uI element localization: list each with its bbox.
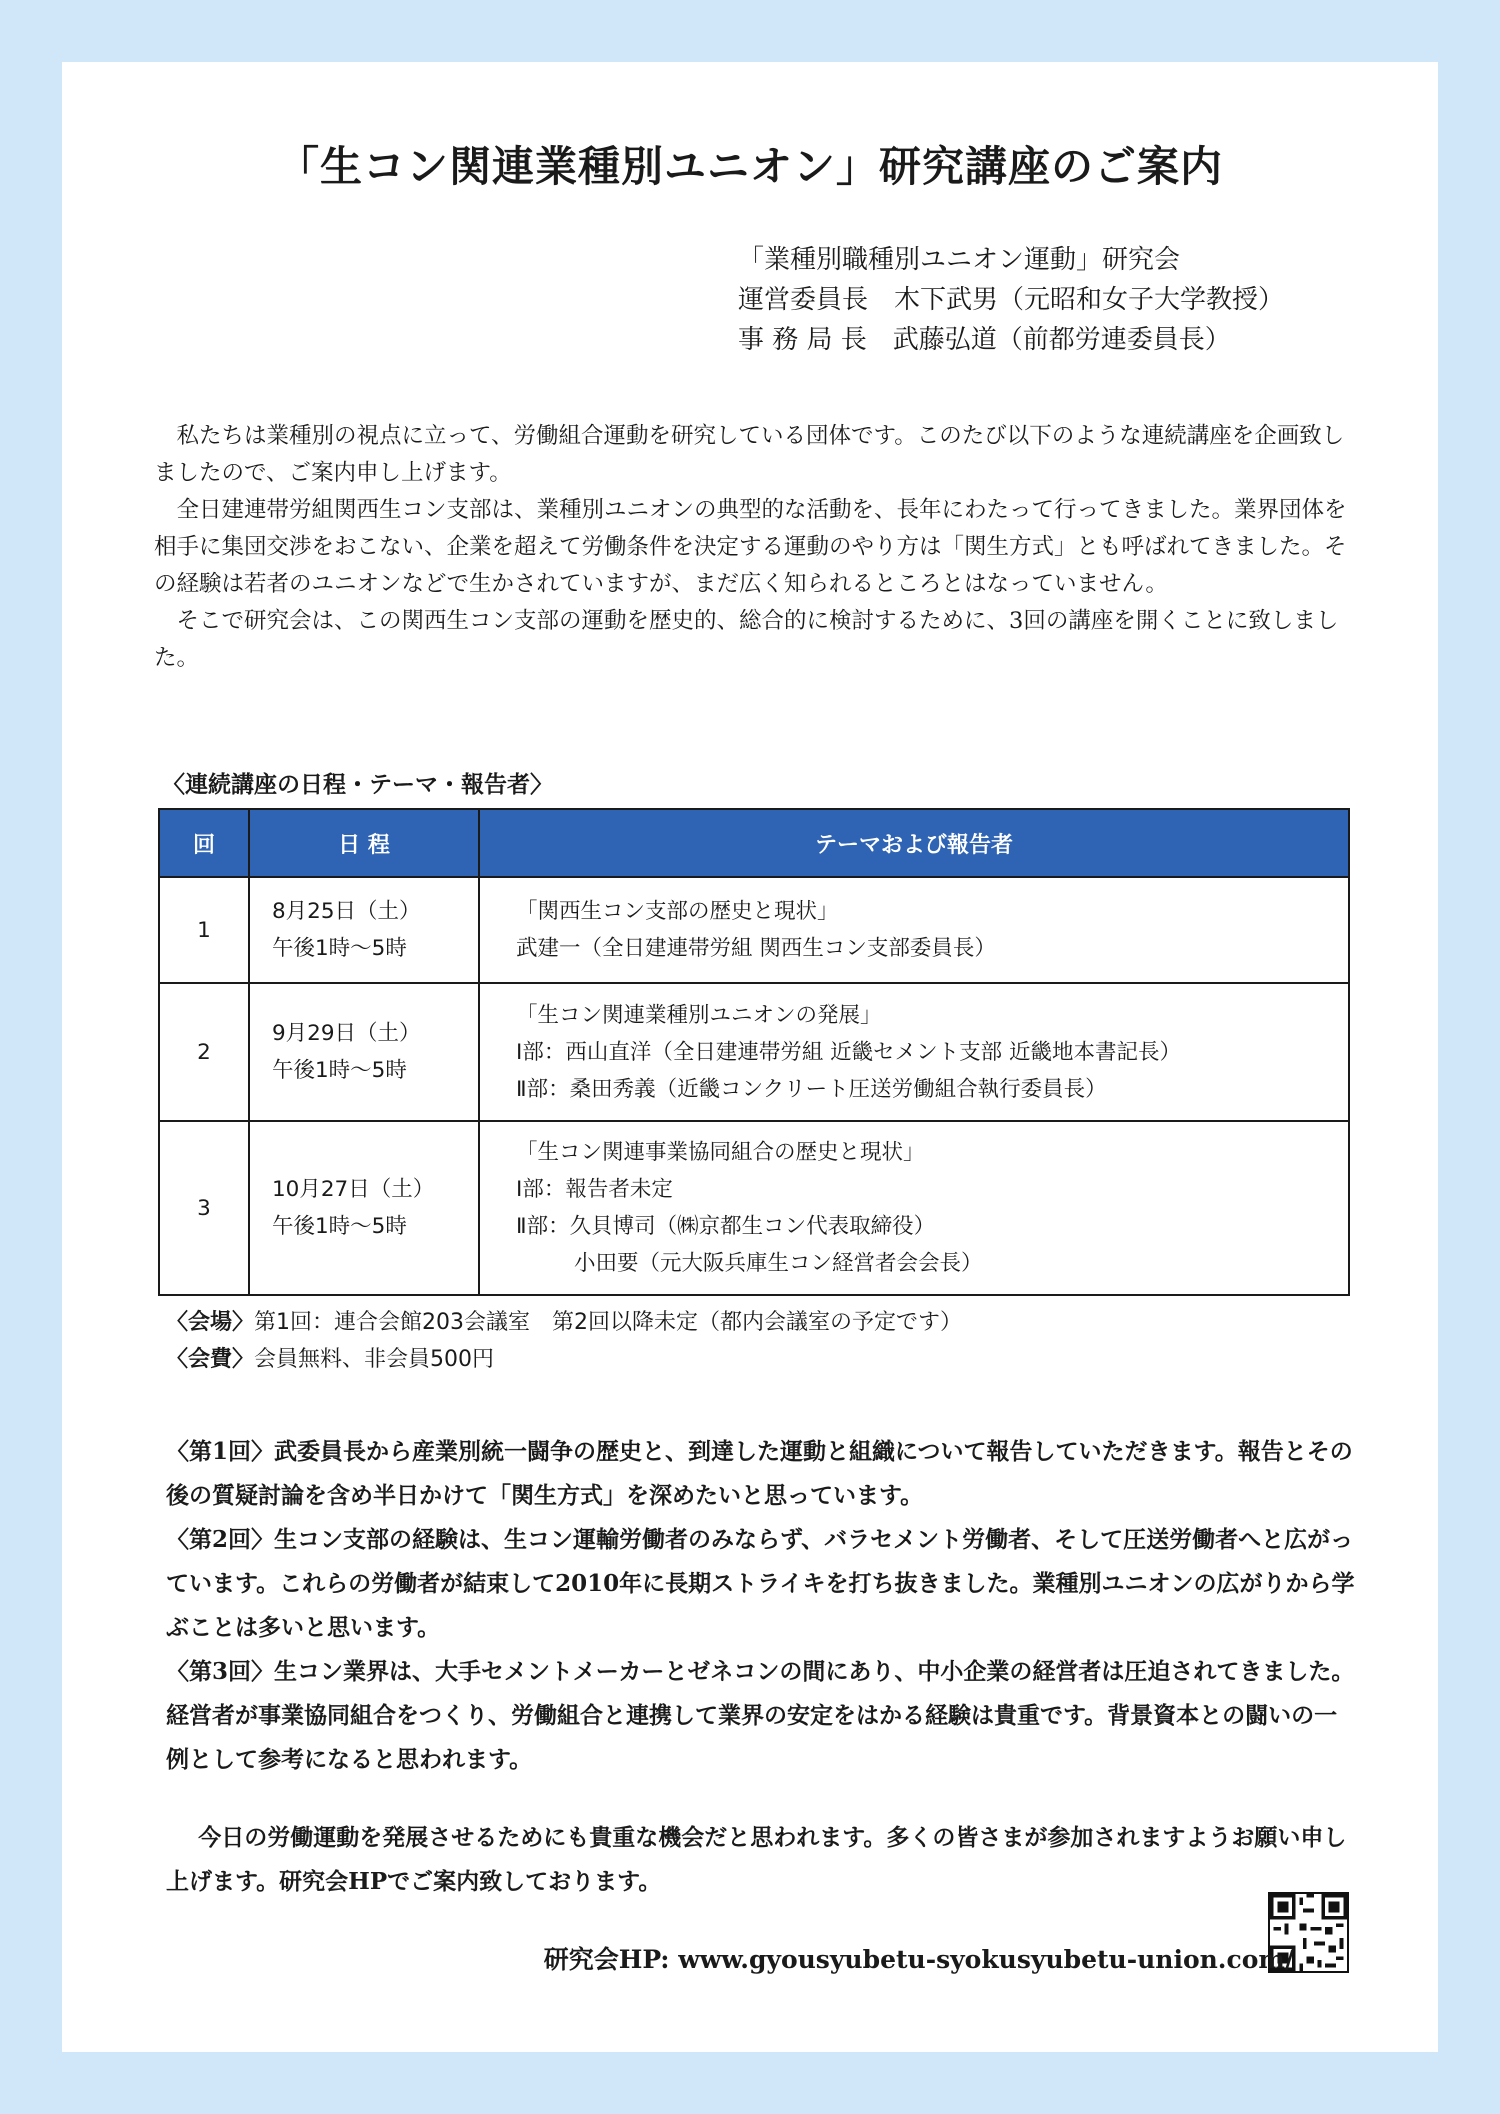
fee-label: 〈会費〉	[166, 1347, 255, 1372]
table-row	[159, 1121, 1349, 1295]
header-theme: テーマおよび報告者	[479, 809, 1349, 877]
organizer-secretary: 事 務 局 長 武藤弘道（前都労連委員長）	[738, 325, 1231, 355]
intro-paragraph: 私たちは業種別の視点に立って、労働組合運動を研究している団体です。このたび以下のような連続講座を企画致しましたので、ご案内申し上げます。	[154, 423, 1345, 486]
organizer-name: 「業種別職種別ユニオン運動」研究会	[738, 245, 1181, 275]
row-theme	[479, 1121, 1349, 1295]
speaker-line: Ⅱ部：桑田秀義（近畿コンクリート圧送労働組合執行委員長）	[516, 1076, 1107, 1102]
round-description: 〈第3回〉生コン業界は、大手セメントメーカーとゼネコンの間にあり、中小企業の経営者は圧迫されてきました。経営者が事業協同組合をつくり、労働組合と連携して業界の安定をはかる経験は貴重です。背景資本との闘いの一例として参考になると思われます。	[166, 1658, 1355, 1773]
theme-title: 「生コン関連事業協同組合の歴史と現状」	[516, 1140, 925, 1165]
row-theme	[479, 877, 1349, 983]
row-num: 3	[159, 1121, 249, 1295]
header-date: 日 程	[249, 809, 479, 877]
organizer-chair: 運営委員長 木下武男（元昭和女子大学教授）	[738, 285, 1285, 315]
date-line: 10月27日（土）	[272, 1177, 435, 1202]
venue-line	[166, 1304, 962, 1341]
round-description: 〈第1回〉武委員長から産業別統一闘争の歴史と、到達した運動と組織について報告していただきます。報告とその後の質疑討論を含め半日かけて「関生方式」を深めたいと思っています。	[166, 1438, 1353, 1509]
schedule-label: 〈連続講座の日程・テーマ・報告者〉	[162, 772, 553, 798]
speaker-line: Ⅱ部：久貝博司（㈱京都生コン代表取締役）	[516, 1214, 936, 1239]
date-line: 9月29日（土）	[272, 1021, 421, 1046]
intro-paragraph: そこで研究会は、この関西生コン支部の運動を歴史的、総合的に検討するために、3回の講座を開くことに致しました。	[154, 608, 1339, 671]
venue-label: 〈会場〉	[166, 1310, 255, 1335]
row-date	[249, 877, 479, 983]
organizer-block	[738, 240, 1284, 360]
schedule-header-row	[159, 809, 1349, 877]
row-date	[249, 983, 479, 1121]
intro-paragraph: 全日建連帯労組関西生コン支部は、業種別ユニオンの典型的な活動を、長年にわたって行ってきました。業界団体を相手に集団交渉をおこない、企業を超えて労働条件を決定する運動のやり方は「関生方式」とも呼ばれてきました。その経験は若者のユニオンなどで生かされていますが、まだ広く知られるところとはなっていません。	[154, 497, 1347, 597]
closing-text: 今日の労働運動を発展させるためにも貴重な機会だと思われます。多くの皆さまが参加されますようお願い申し上げます。研究会HPでご案内致しております。	[166, 1824, 1347, 1895]
time-line: 午後1時〜5時	[272, 1058, 407, 1083]
schedule-table	[158, 808, 1350, 1296]
venue-value: 第1回：連合会館203会議室 第2回以降未定（都内会議室の予定です）	[254, 1310, 963, 1335]
round-descriptions	[166, 1430, 1360, 1782]
table-row	[159, 983, 1349, 1121]
round-description: 〈第2回〉生コン支部の経験は、生コン運輸労働者のみならず、バラセメント労働者、そして圧送労働者へと広がっています。これらの労働者が結束して2010年に長期ストライキを打ち抜きました。業種別ユニオンの広がりから学ぶことは多いと思います。	[166, 1526, 1355, 1641]
speaker-line: 武建一（全日建連帯労組 関西生コン支部委員長）	[516, 936, 996, 961]
row-num: 2	[159, 983, 249, 1121]
speaker-line: Ⅰ部：報告者未定	[516, 1177, 673, 1202]
theme-title: 「生コン関連業種別ユニオンの発展」	[516, 1002, 882, 1028]
row-num: 1	[159, 877, 249, 983]
homepage-url[interactable]: 研究会HP: www.gyousyubetu-syokusyubetu-union.com/	[543, 1945, 1294, 1974]
page-title: 「生コン関連業種別ユニオン」研究講座のご案内	[276, 142, 1223, 191]
speaker-line: Ⅰ部：西山直洋（全日建連帯労組 近畿セメント支部 近畿地本書記長）	[516, 1039, 1182, 1065]
venue-fee-block	[166, 1304, 962, 1378]
date-line: 8月25日（土）	[272, 899, 421, 924]
time-line: 午後1時〜5時	[272, 1214, 407, 1239]
fee-line	[166, 1341, 962, 1378]
row-theme	[479, 983, 1349, 1121]
table-row	[159, 877, 1349, 983]
header-num: 回	[159, 809, 249, 877]
fee-value: 会員無料、非会員500円	[254, 1347, 495, 1372]
speaker-line: 小田要（元大阪兵庫生コン経営者会会長）	[574, 1251, 983, 1276]
time-line: 午後1時〜5時	[272, 936, 407, 961]
intro-text	[154, 418, 1350, 677]
row-date	[249, 1121, 479, 1295]
theme-title: 「関西生コン支部の歴史と現状」	[516, 899, 839, 924]
flyer-page	[62, 62, 1438, 2052]
